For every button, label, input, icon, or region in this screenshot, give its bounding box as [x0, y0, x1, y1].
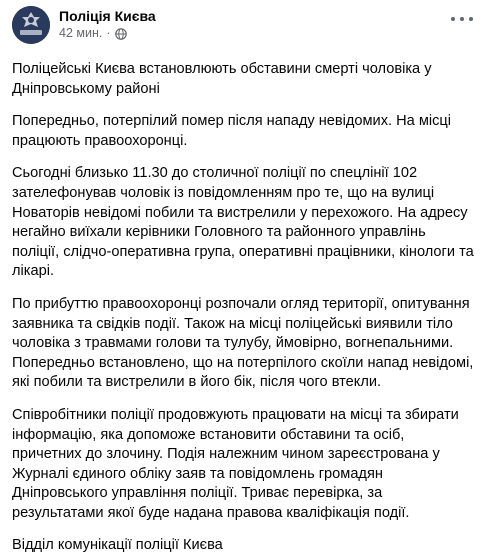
- post-body: [12, 60, 474, 556]
- post-paragraph: Сьогодні близько 11.30 до столичної поліції по спецлінії 102 зателефонував чоловік із повідомленням про те, що на вулиці Новаторів невідомі побили та вистрелили у перехожого. На адресу негайно виїхали керівники Головного та районного управлінь поліції, слідчо-оперативна група, оперативні працівники, кінологи та лікарі.: [12, 165, 474, 280]
- post-paragraph: Попередньо, потерпілий помер після нападу невідомих. На місці працюють правоохоронці.: [12, 113, 452, 149]
- avatar[interactable]: [12, 6, 50, 44]
- police-badge-icon: [12, 6, 50, 44]
- more-dot: [460, 17, 464, 21]
- post-paragraph-headline: Поліцейські Києва встановлюють обставини смерті чоловіка у Дніпровському районі: [12, 61, 432, 97]
- post-timestamp[interactable]: 42 мин.: [59, 26, 103, 40]
- more-options-icon[interactable]: [451, 14, 473, 24]
- post-subline: [59, 25, 156, 42]
- more-dot: [451, 17, 455, 21]
- more-dot: [469, 17, 473, 21]
- globe-icon[interactable]: [115, 28, 127, 40]
- page-name-link[interactable]: Поліція Києва: [59, 8, 156, 24]
- post-header: [12, 6, 474, 48]
- post-signature: Відділ комунікації поліції Києва: [12, 537, 223, 554]
- post-meta: [59, 7, 156, 42]
- post-paragraph: Співробітники поліції продовжують працювати на місці та збирати інформацію, яка допоможе встановити обставини та осіб, причетних до злочину. Подія належним чином зареєстрована у Журналі єдиного обліку заяв та повідомлень громадян Дніпровського управління поліції. Триває перевірка, за результатами якої буде надана правова кваліфікація події.: [12, 406, 459, 521]
- post-paragraph: По прибуттю правоохоронці розпочали огляд території, опитування заявника та свідків події. Також на місці поліцейські виявили тіло чоловіка з травмами голови та тулубу, ймовірно, вогнепальними. Попередньо встановлено, що на потерпілого скоїли напад невідомі, які побили та вистрелили в його бік, після чого втекли.: [12, 295, 474, 391]
- separator-dot: ·: [106, 26, 111, 40]
